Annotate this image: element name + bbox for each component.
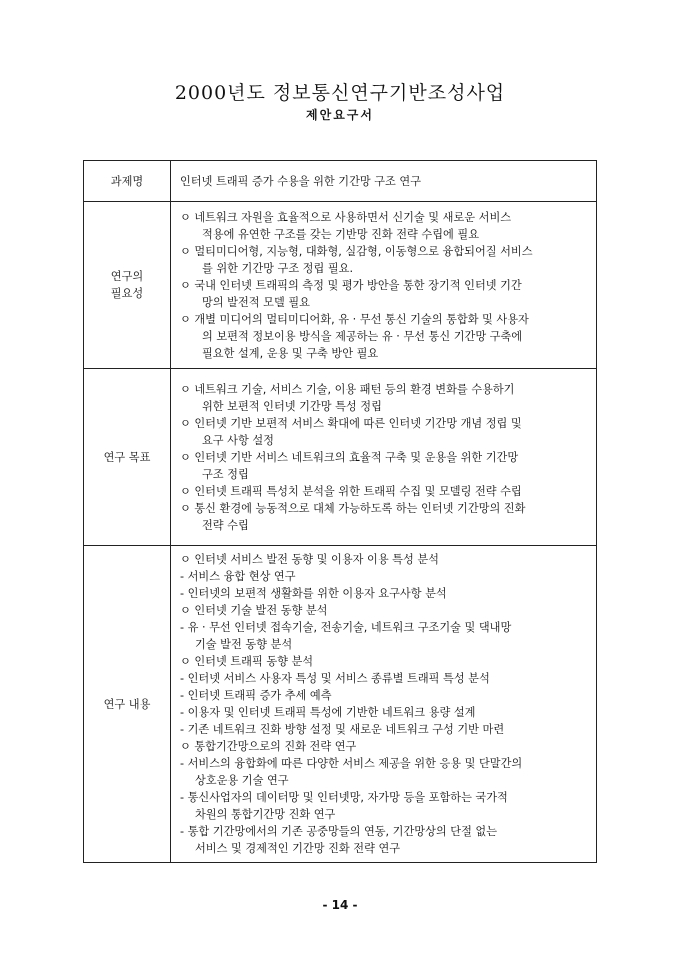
dash-bullet: - xyxy=(180,757,185,770)
page-number: - 14 - xyxy=(322,898,358,912)
row-necessity xyxy=(84,202,597,369)
list-item xyxy=(180,755,592,789)
circle-bullet: ㅇ xyxy=(180,450,191,464)
project-name-label: 과제명 xyxy=(84,161,171,202)
list-item-text: 인터넷 기반 보편적 서비스 확대에 따른 인터넷 기간망 개념 정립 및 xyxy=(194,416,522,430)
circle-bullet: ㅇ xyxy=(180,210,191,224)
row-project-name xyxy=(84,161,597,202)
list-item-text: 유 · 무선 인터넷 접속기술, 전송기술, 네트워크 구조기술 및 댁내망 xyxy=(187,621,512,634)
list-item xyxy=(180,243,592,277)
circle-bullet: ㅇ xyxy=(180,655,191,668)
list-item-text: 인터넷 트래픽 동향 분석 xyxy=(194,655,314,668)
dash-bullet: - xyxy=(180,689,185,702)
list-item-text: 서비스의 융합화에 따른 다양한 서비스 제공을 위한 응용 및 단말간의 xyxy=(187,757,523,770)
list-item-text: 통신 환경에 능동적으로 대체 가능하도록 하는 인터넷 기간망의 진화 xyxy=(194,501,526,515)
list-item-text: 를 위한 기간망 구조 정립 필요. xyxy=(202,261,354,275)
list-item-text: 인터넷 기술 발전 동향 분석 xyxy=(194,604,328,617)
document-title: 2000년도 정보통신연구기반조성사업 xyxy=(174,82,506,104)
necessity-label xyxy=(84,202,171,369)
circle-bullet: ㅇ xyxy=(180,244,191,258)
list-item xyxy=(180,568,592,585)
list-item-text: 인터넷의 보편적 생활화를 위한 이용자 요구사항 분석 xyxy=(187,587,447,600)
list-item-text: 기존 네트워크 진화 방향 설정 및 새로운 네트워크 구성 기반 마련 xyxy=(187,723,505,736)
list-item xyxy=(180,721,592,738)
list-item xyxy=(180,483,592,500)
list-item-text: 서비스 융합 현상 연구 xyxy=(187,570,296,583)
necessity-label-line2: 필요성 xyxy=(110,287,144,300)
list-item-text: 통신사업자의 데이터망 및 인터넷망, 자가망 등을 포함하는 국가적 xyxy=(187,791,508,804)
circle-bullet: ㅇ xyxy=(180,501,191,515)
list-item-text: 서비스 및 경제적인 기간망 진화 전략 연구 xyxy=(195,842,401,855)
necessity-content xyxy=(171,202,597,369)
row-objectives xyxy=(84,369,597,546)
objectives-content xyxy=(171,369,597,546)
list-item-text: 인터넷 트래픽 특성치 분석을 위한 트래픽 수집 및 모델링 전략 수립 xyxy=(194,484,522,498)
list-item xyxy=(180,823,592,857)
list-item xyxy=(180,449,592,483)
list-item-text: 망의 발전적 모델 필요 xyxy=(202,295,310,309)
list-item-text: 네트워크 기술, 서비스 기술, 이용 패턴 등의 환경 변화를 수용하기 xyxy=(194,382,515,396)
list-item-text: 네트워크 자원을 효율적으로 사용하면서 신기술 및 새로운 서비스 xyxy=(194,210,512,224)
list-item-text: 적용에 유연한 구조를 갖는 기반망 진화 전략 수립에 필요 xyxy=(202,227,480,241)
list-item xyxy=(180,551,592,568)
contents-label: 연구 내용 xyxy=(84,546,171,863)
document-subtitle: 제안요구서 xyxy=(306,108,374,122)
circle-bullet: ㅇ xyxy=(180,312,191,326)
list-item xyxy=(180,619,592,653)
circle-bullet: ㅇ xyxy=(180,382,191,396)
dash-bullet: - xyxy=(180,791,185,804)
list-item-text: 위한 보편적 인터넷 기간망 특성 정립 xyxy=(202,399,382,413)
dash-bullet: - xyxy=(180,672,185,685)
dash-bullet: - xyxy=(180,621,185,634)
circle-bullet: ㅇ xyxy=(180,740,191,753)
list-item-text: 통합 기간망에서의 기존 공중망들의 연동, 기간망상의 단절 없는 xyxy=(187,825,498,838)
circle-bullet: ㅇ xyxy=(180,484,191,498)
list-item xyxy=(180,585,592,602)
list-item xyxy=(180,500,592,534)
list-item-text: 구조 정립 xyxy=(202,467,249,481)
list-item-text: 필요한 설계, 운용 및 구축 방안 필요 xyxy=(202,346,379,360)
circle-bullet: ㅇ xyxy=(180,553,191,566)
list-item-text: 통합기간망으로의 진화 전략 연구 xyxy=(194,740,357,753)
list-item xyxy=(180,602,592,619)
necessity-label-line1: 연구의 xyxy=(110,270,144,283)
list-item xyxy=(180,415,592,449)
list-item xyxy=(180,653,592,670)
dash-bullet: - xyxy=(180,570,185,583)
list-item xyxy=(180,789,592,823)
objectives-label: 연구 목표 xyxy=(84,369,171,546)
list-item-text: 인터넷 트래픽 증가 추세 예측 xyxy=(187,689,332,702)
list-item-text: 인터넷 기반 서비스 네트워크의 효율적 구축 및 운용을 위한 기간망 xyxy=(194,450,519,464)
list-item xyxy=(180,381,592,415)
list-item xyxy=(180,209,592,243)
proposal-table xyxy=(83,160,597,863)
list-item-text: 인터넷 서비스 사용자 특성 및 서비스 종류별 트래픽 특성 분석 xyxy=(187,672,490,685)
dash-bullet: - xyxy=(180,587,185,600)
list-item xyxy=(180,277,592,311)
list-item-text: 상호운용 기술 연구 xyxy=(195,774,289,787)
circle-bullet: ㅇ xyxy=(180,278,191,292)
list-item-text: 개별 미디어의 멀티미디어화, 유 · 무선 통신 기술의 통합화 및 사용자 xyxy=(194,312,529,326)
list-item xyxy=(180,670,592,687)
dash-bullet: - xyxy=(180,825,185,838)
list-item xyxy=(180,311,592,362)
list-item-text: 인터넷 서비스 발전 동향 및 이용자 이용 특성 분석 xyxy=(194,553,439,566)
list-item-text: 의 보편적 정보이용 방식을 제공하는 유 · 무선 통신 기간망 구축에 xyxy=(202,329,523,343)
list-item xyxy=(180,687,592,704)
list-item xyxy=(180,738,592,755)
contents-content xyxy=(171,546,597,863)
dash-bullet: - xyxy=(180,723,185,736)
circle-bullet: ㅇ xyxy=(180,416,191,430)
circle-bullet: ㅇ xyxy=(180,604,191,617)
list-item-text: 요구 사항 설정 xyxy=(202,433,274,447)
dash-bullet: - xyxy=(180,706,185,719)
project-name-value: 인터넷 트래픽 증가 수용을 위한 기간망 구조 연구 xyxy=(171,161,597,202)
row-contents xyxy=(84,546,597,863)
list-item-text: 차원의 통합기간망 진화 연구 xyxy=(195,808,336,821)
list-item-text: 이용자 및 인터넷 트래픽 특성에 기반한 네트워크 용량 설계 xyxy=(187,706,476,719)
list-item-text: 전략 수립 xyxy=(202,518,249,532)
list-item xyxy=(180,704,592,721)
list-item-text: 기술 발전 동향 분석 xyxy=(195,638,293,651)
list-item-text: 멀티미디어형, 지능형, 대화형, 실감형, 이동형으로 융합되어질 서비스 xyxy=(194,244,533,258)
list-item-text: 국내 인터넷 트래픽의 측정 및 평가 방안을 통한 장기적 인터넷 기간 xyxy=(194,278,522,292)
